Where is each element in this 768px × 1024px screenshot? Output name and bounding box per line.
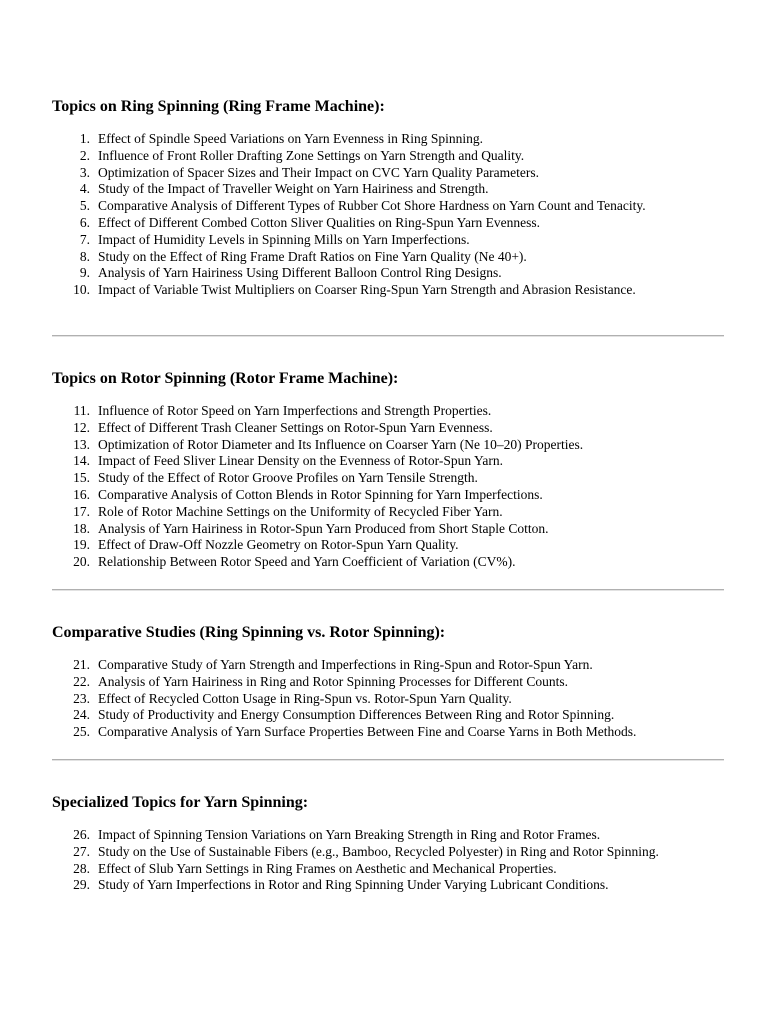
list-item-text: Analysis of Yarn Hairiness in Rotor-Spun Yarn Produced from Short Staple Cotton. <box>98 520 549 536</box>
list-item <box>52 827 724 844</box>
list-item-text: Influence of Rotor Speed on Yarn Imperfections and Strength Properties. <box>98 403 492 418</box>
list-item <box>52 877 724 894</box>
section-divider <box>52 589 724 591</box>
list-item-text: Analysis of Yarn Hairiness Using Different Balloon Control Ring Designs. <box>98 265 502 281</box>
list-item-number: 5. <box>79 198 90 214</box>
list-item-number: 17. <box>73 503 90 519</box>
section-divider <box>52 759 724 761</box>
list-item <box>52 844 724 861</box>
list-item-text: Study on the Use of Sustainable Fibers (e.g., Bamboo, Recycled Polyester) in Ring and Rotor Spinning. <box>98 843 659 859</box>
list-item-text: Effect of Different Trash Cleaner Settings on Rotor-Spun Yarn Evenness. <box>98 419 493 435</box>
list-item <box>52 181 724 198</box>
section-comparative-studies <box>52 623 724 741</box>
list-item-text: Relationship Between Rotor Speed and Yarn Coefficient of Variation (CV%). <box>98 554 516 570</box>
list-item-number: 25. <box>73 724 90 740</box>
list-item-text: Comparative Study of Yarn Strength and Imperfections in Ring-Spun and Rotor-Spun Yarn. <box>98 657 593 672</box>
list-item-number: 10. <box>73 282 90 298</box>
list-item-text: Comparative Analysis of Cotton Blends in Rotor Spinning for Yarn Imperfections. <box>98 486 543 502</box>
section-specialized-topics <box>52 793 724 894</box>
list-item <box>52 487 724 504</box>
section-ring-spinning <box>52 97 724 299</box>
list-item-text: Study of the Impact of Traveller Weight on Yarn Hairiness and Strength. <box>98 181 489 197</box>
list-item-text: Effect of Different Combed Cotton Sliver Qualities on Ring-Spun Yarn Evenness. <box>98 214 540 230</box>
list-item-text: Role of Rotor Machine Settings on the Uniformity of Recycled Fiber Yarn. <box>98 503 503 519</box>
list-item <box>52 674 724 691</box>
list-item-number: 1. <box>79 131 90 146</box>
list-item <box>52 657 724 674</box>
list-item-text: Study on the Effect of Ring Frame Draft Ratios on Fine Yarn Quality (Ne 40+). <box>98 248 527 264</box>
list-item <box>52 437 724 454</box>
list-item-number: 21. <box>73 657 90 672</box>
list-item <box>52 521 724 538</box>
list-item-number: 9. <box>79 265 90 281</box>
list-item <box>52 249 724 266</box>
list-item-text: Impact of Humidity Levels in Spinning Mills on Yarn Imperfections. <box>98 231 470 247</box>
section-title: Comparative Studies (Ring Spinning vs. Rotor Spinning): <box>52 624 446 641</box>
list-item <box>52 232 724 249</box>
list-item-number: 13. <box>73 436 90 452</box>
list-item-number: 3. <box>79 164 90 180</box>
list-item-text: Impact of Variable Twist Multipliers on Coarser Ring-Spun Yarn Strength and Abrasion Resistance. <box>98 282 636 298</box>
list-item <box>52 403 724 420</box>
list-item <box>52 504 724 521</box>
list-item-number: 28. <box>73 860 90 876</box>
list-item-number: 24. <box>73 707 90 723</box>
list-item-number: 11. <box>73 403 90 418</box>
list-item <box>52 537 724 554</box>
list-item-text: Study of Productivity and Energy Consumption Differences Between Ring and Rotor Spinning. <box>98 707 615 723</box>
list-item <box>52 282 724 299</box>
list-item-number: 29. <box>73 877 90 893</box>
list-item-text: Study of the Effect of Rotor Groove Profiles on Yarn Tensile Strength. <box>98 470 478 486</box>
list-item-text: Effect of Draw-Off Nozzle Geometry on Rotor-Spun Yarn Quality. <box>98 537 459 553</box>
section-title: Topics on Ring Spinning (Ring Frame Machine): <box>52 98 385 115</box>
list-item <box>52 165 724 182</box>
list-item-number: 12. <box>73 419 90 435</box>
list-item-text: Optimization of Rotor Diameter and Its Influence on Coarser Yarn (Ne 10–20) Properties. <box>98 436 584 452</box>
list-item <box>52 691 724 708</box>
topic-list <box>52 657 724 741</box>
list-item-text: Effect of Slub Yarn Settings in Ring Frames on Aesthetic and Mechanical Properties. <box>98 860 557 876</box>
list-item-number: 19. <box>73 537 90 553</box>
list-item-number: 14. <box>73 453 90 469</box>
list-item-number: 8. <box>79 248 90 264</box>
list-item-number: 22. <box>73 673 90 689</box>
list-item <box>52 148 724 165</box>
list-item-text: Effect of Recycled Cotton Usage in Ring-Spun vs. Rotor-Spun Yarn Quality. <box>98 690 512 706</box>
list-item <box>52 470 724 487</box>
list-item <box>52 198 724 215</box>
list-item <box>52 861 724 878</box>
section-divider <box>52 335 724 337</box>
list-item-text: Impact of Spinning Tension Variations on Yarn Breaking Strength in Ring and Rotor Frames. <box>98 827 601 842</box>
list-item-number: 2. <box>79 147 90 163</box>
topic-list <box>52 403 724 571</box>
list-item <box>52 453 724 470</box>
topic-list <box>52 827 724 894</box>
list-item-number: 20. <box>73 554 90 570</box>
list-item-number: 15. <box>73 470 90 486</box>
list-item <box>52 215 724 232</box>
section-rotor-spinning <box>52 369 724 571</box>
list-item-text: Comparative Analysis of Different Types of Rubber Cot Shore Hardness on Yarn Count and Tenacity. <box>98 198 646 214</box>
list-item <box>52 554 724 571</box>
section-title: Specialized Topics for Yarn Spinning: <box>52 794 309 811</box>
list-item-text: Optimization of Spacer Sizes and Their Impact on CVC Yarn Quality Parameters. <box>98 164 540 180</box>
list-item-number: 18. <box>73 520 90 536</box>
list-item-text: Influence of Front Roller Drafting Zone Settings on Yarn Strength and Quality. <box>98 147 525 163</box>
list-item <box>52 265 724 282</box>
list-item <box>52 131 724 148</box>
list-item <box>52 420 724 437</box>
list-item-text: Comparative Analysis of Yarn Surface Properties Between Fine and Coarse Yarns in Both Methods. <box>98 724 637 740</box>
list-item-number: 6. <box>79 214 90 230</box>
list-item-number: 16. <box>73 486 90 502</box>
section-title: Topics on Rotor Spinning (Rotor Frame Machine): <box>52 370 399 387</box>
list-item <box>52 724 724 741</box>
list-item <box>52 707 724 724</box>
list-item-number: 26. <box>73 827 90 842</box>
list-item-text: Effect of Spindle Speed Variations on Yarn Evenness in Ring Spinning. <box>98 131 483 146</box>
list-item-text: Analysis of Yarn Hairiness in Ring and Rotor Spinning Processes for Different Counts. <box>98 673 568 689</box>
list-item-number: 7. <box>79 231 90 247</box>
list-item-number: 23. <box>73 690 90 706</box>
topic-list <box>52 131 724 299</box>
list-item-text: Impact of Feed Sliver Linear Density on the Evenness of Rotor-Spun Yarn. <box>98 453 504 469</box>
list-item-number: 27. <box>73 843 90 859</box>
list-item-text: Study of Yarn Imperfections in Rotor and Ring Spinning Under Varying Lubricant Conditions. <box>98 877 609 893</box>
list-item-number: 4. <box>79 181 90 197</box>
